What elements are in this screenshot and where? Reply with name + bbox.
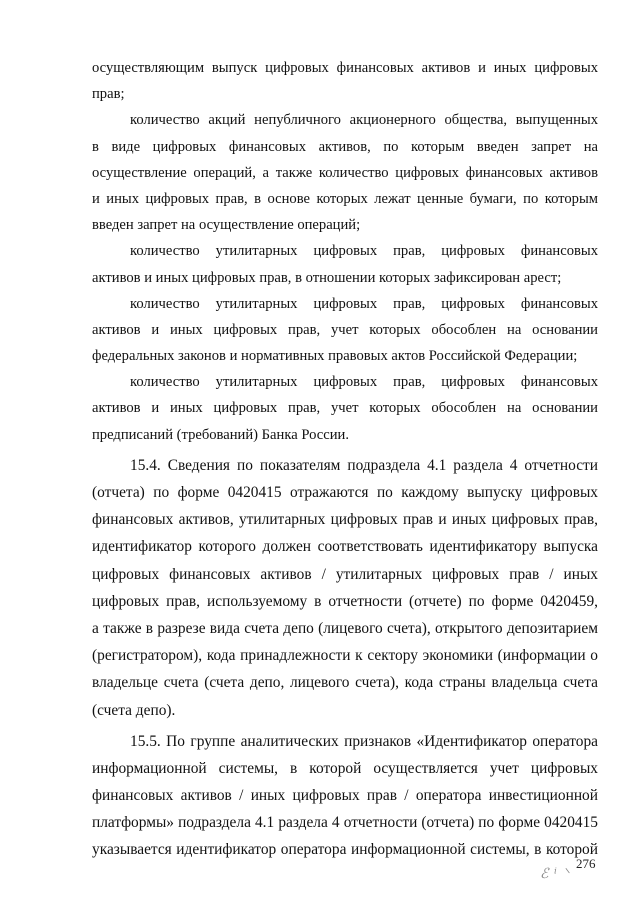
text-line: цифровых прав, используемому в отчетности (отчете) по форме 0420459,: [92, 592, 598, 610]
text-line: цифровых финансовых активов / утилитарных цифровых прав / иных: [92, 565, 598, 583]
text-line: активов и иных цифровых прав, учет которых обособлен на основании: [92, 400, 598, 417]
text-line: (отчета) по форме 0420415 отражаются по каждому выпуску цифровых: [92, 484, 598, 501]
text-line: указывается идентификатор оператора информационной системы, в которой: [92, 841, 598, 859]
text-line: 15.5. По группе аналитических признаков «Идентификатор оператора: [130, 732, 598, 750]
text-line: прав;: [92, 86, 125, 103]
text-line: осуществляющим выпуск цифровых финансовых активов и иных цифровых: [92, 60, 598, 76]
paragraph: [92, 238, 598, 290]
text-line: информационной системы, в которой осуществляется учет цифровых: [92, 759, 598, 777]
text-line: платформы» подраздела 4.1 раздела 4 отчетности (отчета) по форме 0420415: [92, 814, 598, 832]
text-line: введен запрет на осуществление операций;: [92, 217, 361, 234]
text-line: активов и иных цифровых прав, учет которых обособлен на основании: [92, 321, 598, 338]
text-line: идентификатор которого должен соответствовать идентификатору выпуска: [92, 538, 598, 556]
text-line: предписаний (требований) Банка России.: [92, 426, 349, 443]
text-line: 15.4. Сведения по показателям подраздела 4.1 раздела 4 отчетности: [130, 456, 598, 474]
text-line: количество акций непубличного акционерного общества, выпущенных: [130, 112, 598, 129]
text-line: а также в разрезе вида счета депо (лицевого счета), открытого депозитарием: [92, 619, 598, 637]
paragraph: [92, 369, 598, 448]
text-line: финансовых активов, утилитарных цифровых прав и иных цифровых прав,: [92, 511, 598, 529]
text-line: осуществление операций, а также количество цифровых финансовых активов: [92, 164, 598, 181]
text-line: (счета депо).: [92, 701, 176, 719]
text-line: (регистратором), кода принадлежности к сектору экономики (информации о: [92, 647, 598, 665]
text-line: финансовых активов / иных цифровых прав / оператора инвестиционной: [92, 787, 598, 805]
document-body: [92, 55, 598, 864]
text-line: владельце счета (счета депо, лицевого счета), кода страны владельца счета: [92, 674, 598, 692]
page-number: 276: [576, 856, 596, 871]
text-line: и иных цифровых прав, в основе которых лежат ценные бумаги, по которым: [92, 190, 598, 207]
page-footer: [540, 856, 620, 886]
stamp-mark: ℰ ⁱ ⸌: [540, 867, 571, 882]
paragraph: [92, 107, 598, 238]
text-line: количество утилитарных цифровых прав, цифровых финансовых: [130, 295, 598, 312]
paragraph: [92, 291, 598, 370]
text-line: активов и иных цифровых прав, в отношении которых зафиксирован арест;: [92, 269, 562, 286]
paragraph: [92, 55, 598, 107]
paragraph: [92, 452, 598, 724]
paragraph: [92, 728, 598, 864]
text-line: количество утилитарных цифровых прав, цифровых финансовых: [130, 243, 598, 260]
text-line: количество утилитарных цифровых прав, цифровых финансовых: [130, 374, 598, 391]
text-line: в виде цифровых финансовых активов, по которым введен запрет на: [92, 138, 598, 155]
text-line: федеральных законов и нормативных правовых актов Российской Федерации;: [92, 348, 578, 365]
